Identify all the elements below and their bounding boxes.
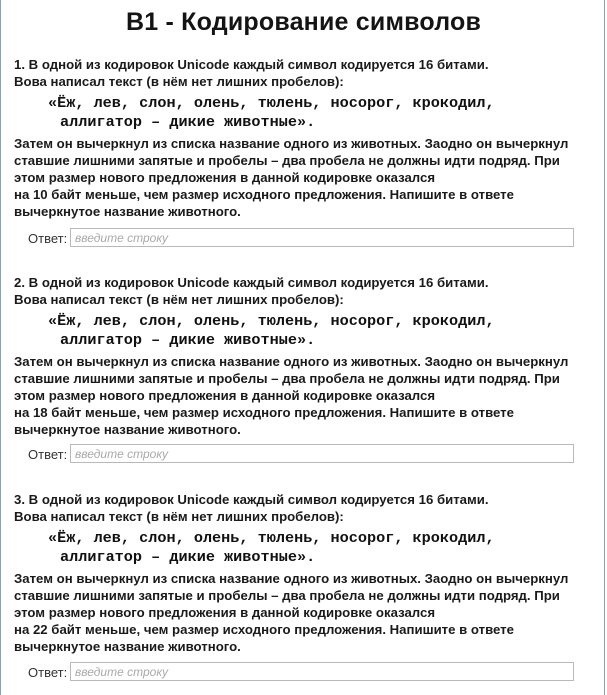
task-body-line-1: Затем он вычеркнул из списка название одного из животных. Заодно он вычеркнул [14, 136, 569, 151]
task-body-line-5: вычеркнутое название животного. [14, 639, 241, 654]
answer-input-1[interactable] [70, 228, 574, 247]
task-intro [14, 491, 596, 525]
task-body-line-1: Затем он вычеркнул из списка название одного из животных. Заодно он вычеркнул [14, 571, 569, 586]
task-2 [14, 274, 596, 438]
task-body-line-5: вычеркнутое название животного. [14, 422, 241, 437]
task-body-line-2: ставшие лишними запятые и пробелы – два пробела не должны идти подряд. При [14, 153, 560, 168]
task-body-line-4: на 10 байт меньше, чем размер исходного предложения. Напишите в ответе [14, 187, 514, 202]
task-quote-line-1: «Ёж, лев, слон, олень, тюлень, носорог, крокодил, [48, 94, 495, 112]
task-quote-line-2: аллигатор – дикие животные». [60, 113, 316, 131]
task-1 [14, 56, 596, 220]
answer-row-1 [14, 228, 596, 250]
page-title: B1 - Кодирование символов [125, 8, 482, 36]
answer-label: Ответ: [28, 447, 68, 462]
task-quote [14, 529, 596, 567]
task-body [14, 353, 596, 438]
answer-row-2 [14, 444, 596, 466]
task-body-line-4: на 22 байт меньше, чем размер исходного предложения. Напишите в ответе [14, 622, 514, 637]
task-body-line-2: ставшие лишними запятые и пробелы – два пробела не должны идти подряд. При [14, 588, 560, 603]
task-intro-line-1: 3. В одной из кодировок Unicode каждый символ кодируется 16 битами. [14, 492, 489, 507]
answer-input-3[interactable] [70, 662, 574, 681]
task-body-line-1: Затем он вычеркнул из списка название одного из животных. Заодно он вычеркнул [14, 354, 569, 369]
answer-label: Ответ: [28, 665, 68, 680]
task-quote-line-1: «Ёж, лев, слон, олень, тюлень, носорог, крокодил, [48, 312, 495, 330]
task-intro-line-2: Вова написал текст (в нём нет лишних пробелов): [14, 509, 344, 524]
task-3 [14, 491, 596, 655]
task-intro-line-1: 1. В одной из кодировок Unicode каждый символ кодируется 16 битами. [14, 57, 489, 72]
task-intro-line-2: Вова написал текст (в нём нет лишних пробелов): [14, 292, 344, 307]
task-body-line-3: этом размер нового предложения в данной кодировке оказался [14, 388, 436, 403]
task-body [14, 570, 596, 655]
task-intro [14, 56, 596, 90]
task-body-line-5: вычеркнутое название животного. [14, 204, 241, 219]
task-body-line-3: этом размер нового предложения в данной кодировке оказался [14, 605, 436, 620]
task-body [14, 135, 596, 220]
task-intro-line-1: 2. В одной из кодировок Unicode каждый символ кодируется 16 битами. [14, 275, 489, 290]
task-body-line-2: ставшие лишними запятые и пробелы – два пробела не должны идти подряд. При [14, 371, 560, 386]
task-quote-line-2: аллигатор – дикие животные». [60, 331, 316, 349]
task-quote [14, 312, 596, 350]
task-quote-line-1: «Ёж, лев, слон, олень, тюлень, носорог, крокодил, [48, 529, 495, 547]
task-body-line-4: на 18 байт меньше, чем размер исходного предложения. Напишите в ответе [14, 405, 514, 420]
task-quote [14, 94, 596, 132]
task-body-line-3: этом размер нового предложения в данной кодировке оказался [14, 170, 436, 185]
task-intro [14, 274, 596, 308]
task-quote-line-2: аллигатор – дикие животные». [60, 548, 316, 566]
answer-input-2[interactable] [70, 444, 574, 463]
answer-row-3 [14, 662, 596, 684]
task-intro-line-2: Вова написал текст (в нём нет лишних пробелов): [14, 74, 344, 89]
answer-label: Ответ: [28, 231, 68, 246]
